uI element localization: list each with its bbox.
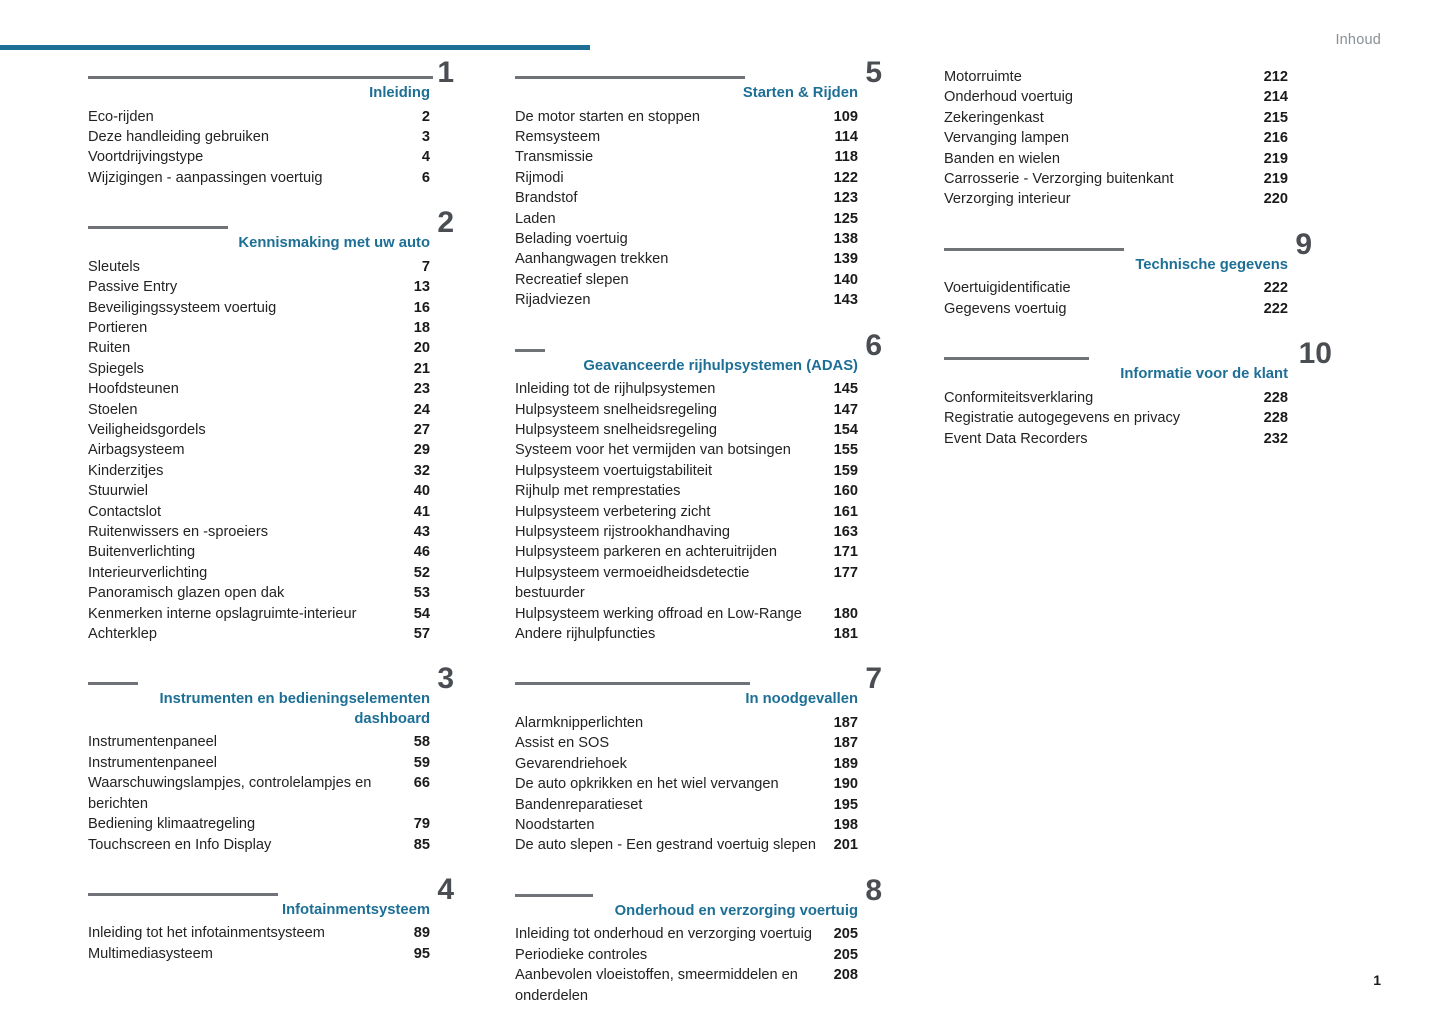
folio-number: 1 xyxy=(1373,972,1381,988)
toc-entry[interactable] xyxy=(944,67,1288,87)
toc-entry-label: Banden en wielen xyxy=(944,150,1061,167)
toc-entry-page: 214 xyxy=(1263,89,1288,106)
toc-entry-label: Hulpsysteem voertuigstabiliteit xyxy=(515,462,713,479)
toc-entry[interactable] xyxy=(88,732,430,752)
toc-entry[interactable] xyxy=(88,127,430,147)
toc-entry-page: 163 xyxy=(833,523,858,540)
toc-entry-page: 53 xyxy=(413,585,430,602)
chapter-entry-list xyxy=(944,388,1288,449)
toc-entry-page: 138 xyxy=(833,230,858,247)
toc-entry[interactable] xyxy=(88,400,430,420)
contents-column-3 xyxy=(858,64,1332,1032)
contents-columns xyxy=(0,56,1445,1032)
toc-entry-label: Rijhulp met remprestaties xyxy=(515,483,681,500)
chapter-header xyxy=(944,227,1312,276)
toc-entry-page: 27 xyxy=(413,421,430,438)
toc-entry[interactable] xyxy=(515,400,858,420)
toc-entry[interactable] xyxy=(515,774,858,794)
chapter-title[interactable]: Kennismaking met uw auto xyxy=(238,235,430,252)
chapter-block xyxy=(944,227,1312,319)
toc-entry-label: Carrosserie - Verzorging buitenkant xyxy=(944,171,1174,188)
toc-entry-label: Kinderzitjes xyxy=(88,462,164,479)
chapter-entry-list xyxy=(88,732,430,854)
toc-entry-label: Kenmerken interne opslagruimte-interieur xyxy=(88,605,357,622)
toc-entry-page: 155 xyxy=(833,442,858,459)
chapter-header xyxy=(515,662,882,710)
toc-entry-label: Veiligheidsgordels xyxy=(88,421,206,438)
chapter-title[interactable]: Informatie voor de klant xyxy=(1120,366,1288,383)
toc-entry-page: 114 xyxy=(834,128,858,145)
toc-entry[interactable] xyxy=(88,944,430,964)
toc-entry-page: 143 xyxy=(833,292,858,309)
header-accent-bar xyxy=(0,45,590,50)
toc-entry-page: 21 xyxy=(413,360,430,377)
toc-entry[interactable] xyxy=(515,107,858,127)
toc-entry[interactable] xyxy=(515,481,858,501)
toc-entry-label: Beveiligingssysteem voertuig xyxy=(88,299,277,316)
toc-entry-label: De auto opkrikken en het wiel vervangen xyxy=(515,776,779,793)
toc-entry-page: 59 xyxy=(413,754,430,771)
toc-entry-label: Transmissie xyxy=(515,149,594,166)
chapter-header xyxy=(515,328,882,377)
toc-entry-page: 222 xyxy=(1263,300,1288,317)
toc-entry-label: Hulpsysteem verbetering zicht xyxy=(515,503,711,520)
toc-entry-label: Andere rijhulpfuncties xyxy=(515,626,656,642)
chapter-entry-list xyxy=(88,923,430,964)
toc-entry-label: Portieren xyxy=(88,319,148,336)
toc-entry[interactable] xyxy=(944,108,1288,128)
toc-entry-label: Achterklep xyxy=(88,626,157,642)
toc-entry-page: 216 xyxy=(1263,130,1288,147)
toc-entry-page: 177 xyxy=(833,564,858,581)
toc-entry-label: De auto slepen - Een gestrand voertuig slepen xyxy=(515,837,816,854)
toc-entry-page: 140 xyxy=(833,271,858,288)
toc-entry-page: 145 xyxy=(833,381,858,398)
toc-entry-page: 161 xyxy=(833,503,858,520)
toc-entry[interactable] xyxy=(515,713,858,733)
toc-entry[interactable] xyxy=(88,147,430,167)
toc-entry-page: 139 xyxy=(833,251,858,268)
toc-entry-page: 20 xyxy=(413,340,430,357)
toc-entry-page: 66 xyxy=(413,775,430,792)
toc-entry-label: De motor starten en stoppen xyxy=(515,108,700,125)
toc-entry-label: Wijzigingen - aanpassingen voertuig xyxy=(88,169,323,186)
toc-entry-label: Spiegels xyxy=(88,360,144,377)
toc-entry[interactable] xyxy=(515,924,858,944)
toc-entry-page: 219 xyxy=(1263,150,1288,167)
chapter-header xyxy=(515,56,882,104)
toc-entry[interactable] xyxy=(515,835,858,855)
toc-entry[interactable] xyxy=(88,835,430,855)
chapter-block xyxy=(515,328,882,645)
chapter-number: 4 xyxy=(437,872,454,906)
toc-entry-label: Passive Entry xyxy=(88,279,178,296)
toc-entry-page: 219 xyxy=(1263,171,1288,188)
toc-entry-label: Bediening klimaatregeling xyxy=(88,816,256,833)
chapter-block xyxy=(944,337,1332,449)
chapter-header xyxy=(88,56,454,104)
chapter-number: 9 xyxy=(1295,227,1312,261)
toc-entry-label: Waarschuwingslampjes, controlelampjes en berichten xyxy=(88,775,372,812)
toc-entry-page: 220 xyxy=(1263,191,1288,208)
chapter-header xyxy=(944,337,1332,385)
toc-entry-label: Aanbevolen vloeistoffen, smeermiddelen en onderdelen xyxy=(515,967,798,1004)
toc-entry-page: 40 xyxy=(413,483,430,500)
chapter-block xyxy=(88,56,454,188)
toc-entry-label: Motorruimte xyxy=(944,69,1022,85)
toc-entry-page: 122 xyxy=(833,169,858,186)
toc-entry-page: 171 xyxy=(833,544,858,561)
toc-entry-label: Instrumentenpaneel xyxy=(88,754,217,771)
toc-entry[interactable] xyxy=(515,754,858,774)
toc-entry-page: 109 xyxy=(833,108,858,125)
toc-entry[interactable] xyxy=(88,923,430,943)
chapter-entry-list xyxy=(88,107,430,189)
chapter-title[interactable]: Starten & Rijden xyxy=(742,85,858,101)
toc-entry-page: 160 xyxy=(833,483,858,500)
toc-entry[interactable] xyxy=(88,773,430,814)
chapter-title[interactable]: Geavanceerde rijhulpsystemen (ADAS) xyxy=(583,357,858,374)
toc-entry-page: 208 xyxy=(833,967,858,984)
chapter-entry-list xyxy=(515,924,858,1006)
toc-entry[interactable] xyxy=(515,965,858,1006)
toc-entry-label: Deze handleiding gebruiken xyxy=(88,128,269,145)
toc-entry-page: 54 xyxy=(413,605,430,622)
chapter-entry-list xyxy=(515,379,858,644)
chapter-number: 3 xyxy=(437,662,454,696)
toc-entry[interactable] xyxy=(515,733,858,753)
toc-entry-page: 4 xyxy=(421,149,430,166)
chapter-title[interactable]: Infotainmentsysteem xyxy=(281,901,430,918)
chapter-block xyxy=(88,662,454,855)
toc-entry-label: Zekeringenkast xyxy=(944,109,1044,126)
toc-entry-label: Conformiteitsverklaring xyxy=(944,389,1094,406)
toc-entry[interactable] xyxy=(88,502,430,522)
toc-entry-label: Instrumentenpaneel xyxy=(88,734,217,751)
toc-entry[interactable] xyxy=(944,429,1288,449)
chapter-number: 5 xyxy=(865,56,882,89)
toc-entry-page: 159 xyxy=(833,462,858,479)
toc-entry-page: 29 xyxy=(413,442,430,459)
toc-entry-page: 215 xyxy=(1263,109,1288,126)
toc-entry[interactable] xyxy=(515,542,858,562)
toc-entry-page: 13 xyxy=(413,279,430,296)
toc-entry[interactable] xyxy=(515,188,858,208)
chapter-block xyxy=(88,206,454,644)
toc-entry[interactable] xyxy=(515,945,858,965)
toc-entry[interactable] xyxy=(88,753,430,773)
toc-entry[interactable] xyxy=(515,249,858,269)
toc-entry-page: 190 xyxy=(833,776,858,793)
toc-entry-label: Inleiding tot onderhoud en verzorging voertuig xyxy=(515,926,812,943)
toc-entry-label: Stuurwiel xyxy=(88,483,149,500)
toc-entry[interactable] xyxy=(515,440,858,460)
toc-entry-page: 212 xyxy=(1263,69,1288,85)
toc-entry[interactable] xyxy=(515,522,858,542)
toc-entry-page: 180 xyxy=(833,605,858,622)
toc-entry-page: 58 xyxy=(413,734,430,751)
toc-entry[interactable] xyxy=(515,290,858,310)
toc-entry-page: 16 xyxy=(413,299,430,316)
toc-entry[interactable] xyxy=(515,563,858,604)
toc-entry[interactable] xyxy=(88,583,430,603)
toc-entry[interactable] xyxy=(515,379,858,399)
toc-entry-label: Touchscreen en Info Display xyxy=(88,836,272,853)
toc-entry[interactable] xyxy=(515,147,858,167)
toc-entry-label: Noodstarten xyxy=(515,816,595,833)
toc-entry-page: 24 xyxy=(413,401,430,418)
chapter-number: 6 xyxy=(865,328,882,362)
toc-entry[interactable] xyxy=(515,604,858,624)
toc-entry-page: 198 xyxy=(833,816,858,833)
toc-entry[interactable] xyxy=(88,379,430,399)
toc-entry-page: 181 xyxy=(833,626,858,642)
toc-entry-label: Ruitenwissers en -sproeiers xyxy=(88,523,269,540)
toc-entry[interactable] xyxy=(944,408,1288,428)
toc-entry-label: Onderhoud voertuig xyxy=(944,89,1073,106)
toc-entry-page: 232 xyxy=(1263,430,1288,447)
toc-entry-label: Buitenverlichting xyxy=(88,544,196,561)
toc-entry[interactable] xyxy=(88,461,430,481)
toc-entry[interactable] xyxy=(515,815,858,835)
toc-entry-label: Verzorging interieur xyxy=(944,191,1071,208)
toc-entry-label: Recreatief slepen xyxy=(515,271,629,288)
toc-entry[interactable] xyxy=(88,522,430,542)
toc-entry-page: 205 xyxy=(833,926,858,943)
toc-entry-label: Hulpsysteem rijstrookhandhaving xyxy=(515,523,730,540)
chapter-header xyxy=(515,873,882,922)
toc-entry-label: Vervanging lampen xyxy=(944,130,1069,147)
chapter-number: 2 xyxy=(437,206,454,240)
toc-entry[interactable] xyxy=(944,87,1288,107)
toc-entry-page: 52 xyxy=(413,564,430,581)
toc-entry-label: Rijmodi xyxy=(515,169,564,186)
toc-entry-label: Periodieke controles xyxy=(515,946,648,963)
toc-entry-label: Multimediasysteem xyxy=(88,945,213,962)
toc-entry-page: 189 xyxy=(833,755,858,772)
toc-entry-page: 95 xyxy=(413,945,430,962)
toc-entry-page: 228 xyxy=(1263,410,1288,427)
toc-entry-page: 201 xyxy=(833,837,858,854)
toc-entry-page: 6 xyxy=(421,169,430,186)
toc-entry[interactable] xyxy=(515,229,858,249)
toc-entry-page: 57 xyxy=(413,626,430,642)
toc-entry[interactable] xyxy=(88,338,430,358)
contents-column-1 xyxy=(0,56,454,1032)
chapter-title[interactable]: Onderhoud en verzorging voertuig xyxy=(614,902,858,919)
toc-entry-label: Hulpsysteem vermoeidheidsdetectie bestuurder xyxy=(515,564,750,602)
toc-entry-page: 41 xyxy=(413,503,430,520)
toc-entry[interactable] xyxy=(515,420,858,440)
toc-entry[interactable] xyxy=(88,318,430,338)
toc-entry[interactable] xyxy=(88,814,430,834)
toc-entry[interactable] xyxy=(88,542,430,562)
toc-entry-page: 18 xyxy=(413,319,430,336)
toc-entry-label: Stoelen xyxy=(88,401,138,418)
chapter-entry-list xyxy=(944,67,1288,210)
toc-entry-label: Systeem voor het vermijden van botsingen xyxy=(515,442,791,459)
toc-entry[interactable] xyxy=(88,440,430,460)
toc-entry-page: 118 xyxy=(834,149,858,166)
toc-entry-page: 79 xyxy=(413,816,430,833)
chapter-entry-list xyxy=(515,107,858,311)
toc-entry-page: 125 xyxy=(833,210,858,227)
toc-entry[interactable] xyxy=(88,359,430,379)
toc-entry[interactable] xyxy=(944,128,1288,148)
toc-entry[interactable] xyxy=(944,299,1288,319)
toc-entry[interactable] xyxy=(515,168,858,188)
page-title: Inhoud xyxy=(1335,32,1381,48)
toc-entry[interactable] xyxy=(515,461,858,481)
toc-entry[interactable] xyxy=(88,624,430,644)
chapter-number: 8 xyxy=(865,873,882,907)
toc-entry[interactable] xyxy=(88,168,430,188)
toc-entry-label: Inleiding tot de rijhulpsystemen xyxy=(515,381,716,398)
chapter-header xyxy=(88,206,454,254)
toc-entry-label: Voortdrijvingstype xyxy=(88,149,204,166)
toc-entry[interactable] xyxy=(515,502,858,522)
toc-entry-label: Interieurverlichting xyxy=(88,564,208,581)
toc-entry-page: 2 xyxy=(421,108,430,125)
toc-entry-label: Rijadviezen xyxy=(515,292,591,309)
chapter-header xyxy=(88,872,454,921)
toc-entry[interactable] xyxy=(88,604,430,624)
toc-entry-page: 195 xyxy=(833,796,858,813)
toc-entry-label: Aanhangwagen trekken xyxy=(515,251,669,268)
toc-entry[interactable] xyxy=(88,481,430,501)
toc-entry-label: Sleutels xyxy=(88,258,140,275)
toc-entry[interactable] xyxy=(88,298,430,318)
toc-entry-label: Gegevens voertuig xyxy=(944,300,1067,317)
toc-entry[interactable] xyxy=(944,169,1288,189)
chapter-title[interactable]: Instrumenten en bedieningselementen dashboard xyxy=(159,691,430,727)
toc-entry[interactable] xyxy=(944,149,1288,169)
toc-entry[interactable] xyxy=(88,257,430,277)
toc-entry-page: 222 xyxy=(1263,280,1288,297)
toc-entry-label: Gevarendriehoek xyxy=(515,755,627,772)
chapter-title[interactable]: Inleiding xyxy=(369,85,430,101)
toc-entry[interactable] xyxy=(944,388,1288,408)
toc-entry-label: Remsysteem xyxy=(515,128,601,145)
toc-entry[interactable] xyxy=(515,209,858,229)
toc-entry-page: 147 xyxy=(833,401,858,418)
toc-entry[interactable] xyxy=(515,270,858,290)
chapter-number: 1 xyxy=(437,56,454,89)
toc-entry-label: Hulpsysteem parkeren en achteruitrijden xyxy=(515,544,778,561)
toc-entry-label: Ruiten xyxy=(88,340,131,357)
toc-entry-page: 187 xyxy=(833,735,858,752)
toc-entry-page: 85 xyxy=(413,836,430,853)
toc-entry[interactable] xyxy=(88,563,430,583)
toc-entry-page: 154 xyxy=(833,421,858,438)
chapter-block xyxy=(515,56,882,311)
chapter-entry-list xyxy=(515,713,858,856)
chapter-block xyxy=(944,67,1288,210)
toc-entry-page: 123 xyxy=(833,190,858,207)
chapter-block xyxy=(88,872,454,964)
toc-entry-page: 23 xyxy=(413,381,430,398)
chapter-block xyxy=(515,662,882,855)
toc-entry[interactable] xyxy=(88,420,430,440)
toc-entry-page: 3 xyxy=(421,128,430,145)
chapter-block xyxy=(515,873,882,1006)
toc-entry[interactable] xyxy=(88,107,430,127)
toc-entry-label: Bandenreparatieset xyxy=(515,796,643,813)
toc-entry-label: Eco-rijden xyxy=(88,108,154,125)
toc-entry-label: Assist en SOS xyxy=(515,735,610,752)
toc-entry-label: Hulpsysteem werking offroad en Low-Range xyxy=(515,605,802,622)
toc-entry-label: Alarmknipperlichten xyxy=(515,714,644,731)
toc-entry-label: Inleiding tot het infotainmentsysteem xyxy=(88,925,325,942)
toc-entry-page: 187 xyxy=(833,714,858,731)
chapter-title[interactable]: In noodgevallen xyxy=(745,691,858,708)
toc-entry-label: Voertuigidentificatie xyxy=(944,280,1071,297)
chapter-header xyxy=(88,662,454,729)
contents-column-2 xyxy=(430,56,882,1032)
toc-entry[interactable] xyxy=(88,277,430,297)
toc-entry-page: 89 xyxy=(413,925,430,942)
toc-entry[interactable] xyxy=(944,278,1288,298)
chapter-entry-list xyxy=(88,257,430,645)
toc-entry-label: Hulpsysteem snelheidsregeling xyxy=(515,421,717,438)
toc-entry-label: Contactslot xyxy=(88,503,162,520)
chapter-entry-list xyxy=(944,278,1288,319)
toc-entry-label: Hoofdsteunen xyxy=(88,381,179,398)
toc-entry-page: 32 xyxy=(413,462,430,479)
toc-entry-label: Event Data Recorders xyxy=(944,430,1088,447)
toc-entry-label: Laden xyxy=(515,210,556,227)
toc-entry-label: Belading voertuig xyxy=(515,230,628,247)
toc-entry-page: 43 xyxy=(413,523,430,540)
toc-entry-page: 205 xyxy=(833,946,858,963)
toc-entry-page: 7 xyxy=(421,258,430,275)
toc-entry-label: Hulpsysteem snelheidsregeling xyxy=(515,401,717,418)
toc-entry-label: Brandstof xyxy=(515,190,578,207)
toc-entry-label: Panoramisch glazen open dak xyxy=(88,585,285,602)
toc-entry[interactable] xyxy=(515,624,858,644)
toc-entry-page: 46 xyxy=(413,544,430,561)
toc-entry[interactable] xyxy=(944,189,1288,209)
toc-entry[interactable] xyxy=(515,127,858,147)
chapter-number: 10 xyxy=(1298,337,1332,371)
toc-entry-page: 228 xyxy=(1263,389,1288,406)
toc-entry[interactable] xyxy=(515,795,858,815)
chapter-number: 7 xyxy=(865,662,882,696)
toc-entry-label: Registratie autogegevens en privacy xyxy=(944,410,1181,427)
toc-entry-label: Airbagsysteem xyxy=(88,442,185,459)
chapter-title[interactable]: Technische gegevens xyxy=(1135,256,1288,273)
